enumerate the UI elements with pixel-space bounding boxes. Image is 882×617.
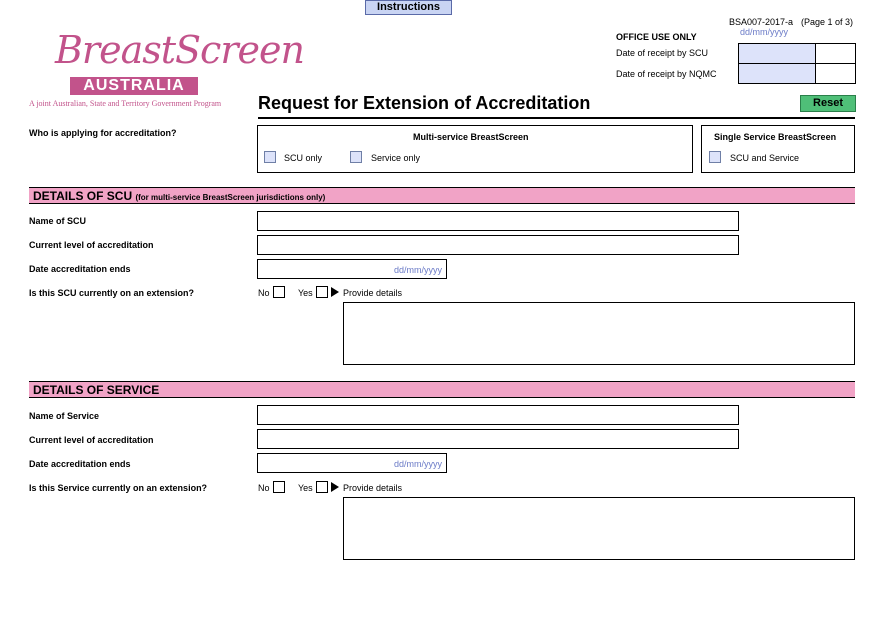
multi-service-heading: Multi-service BreastScreen (413, 132, 529, 142)
scu-no-checkbox[interactable] (273, 286, 285, 298)
scu-only-label: SCU only (284, 153, 323, 163)
service-name-label: Name of Service (29, 411, 100, 421)
scu-date-label: Date accreditation ends (29, 264, 131, 274)
scu-section-title: DETAILS OF SCU (33, 189, 133, 203)
service-level-label: Current level of accreditation (29, 435, 154, 445)
office-use-heading: OFFICE USE ONLY (616, 32, 697, 42)
scu-no-label: No (258, 288, 270, 298)
service-level-input[interactable] (257, 429, 739, 449)
scu-only-checkbox[interactable] (264, 151, 276, 163)
service-only-checkbox[interactable] (350, 151, 362, 163)
reset-button[interactable]: Reset (800, 95, 856, 112)
instructions-button[interactable]: Instructions (365, 0, 452, 15)
scu-name-label: Name of SCU (29, 216, 87, 226)
scu-section-subtitle: (for multi-service BreastScreen jurisdictions only) (135, 193, 326, 202)
receipt-nqmc-extra (815, 63, 856, 84)
scu-level-label: Current level of accreditation (29, 240, 154, 250)
page-title: Request for Extension of Accreditation (258, 93, 591, 113)
arrow-right-icon (331, 287, 339, 297)
service-name-input[interactable] (257, 405, 739, 425)
service-extension-label: Is this Service currently on an extension? (29, 483, 208, 493)
scu-and-service-label: SCU and Service (730, 153, 800, 163)
service-date-label: Date accreditation ends (29, 459, 131, 469)
service-date-placeholder: dd/mm/yyyy (393, 459, 442, 469)
scu-level-input[interactable] (257, 235, 739, 255)
service-yes-checkbox[interactable] (316, 481, 328, 493)
receipt-scu-label: Date of receipt by SCU (616, 48, 709, 58)
page-info: (Page 1 of 3) (801, 17, 854, 27)
scu-and-service-checkbox[interactable] (709, 151, 721, 163)
arrow-right-icon (331, 482, 339, 492)
scu-extension-label: Is this SCU currently on an extension? (29, 288, 195, 298)
service-provide-label: Provide details (343, 483, 403, 493)
receipt-scu-extra (815, 43, 856, 64)
receipt-scu-field[interactable] (738, 43, 816, 64)
single-service-heading: Single Service BreastScreen (714, 132, 837, 142)
scu-name-input[interactable] (257, 211, 739, 231)
service-section-title: DETAILS OF SERVICE (33, 383, 160, 397)
scu-section-header (29, 187, 855, 204)
scu-yes-label: Yes (298, 288, 313, 298)
service-details-textarea[interactable] (343, 497, 855, 560)
form-code: BSA007-2017-a (729, 17, 794, 27)
service-only-label: Service only (371, 153, 421, 163)
title-divider (258, 117, 855, 119)
service-no-label: No (258, 483, 270, 493)
service-yes-label: Yes (298, 483, 313, 493)
scu-date-placeholder: dd/mm/yyyy (393, 265, 442, 275)
service-section-header (29, 381, 855, 398)
logo-tagline: A joint Australian, State and Territory Government Program (29, 99, 222, 108)
receipt-nqmc-field[interactable] (738, 63, 816, 84)
applicant-question: Who is applying for accreditation? (29, 128, 177, 138)
office-date-placeholder: dd/mm/yyyy (740, 27, 789, 37)
logo-band: AUSTRALIA (70, 77, 198, 95)
scu-provide-label: Provide details (343, 288, 403, 298)
logo-wordmark: BreastScreen (55, 28, 304, 72)
service-date-input[interactable] (257, 453, 447, 473)
receipt-nqmc-label: Date of receipt by NQMC (616, 69, 717, 79)
service-no-checkbox[interactable] (273, 481, 285, 493)
scu-details-textarea[interactable] (343, 302, 855, 365)
scu-date-input[interactable] (257, 259, 447, 279)
scu-yes-checkbox[interactable] (316, 286, 328, 298)
